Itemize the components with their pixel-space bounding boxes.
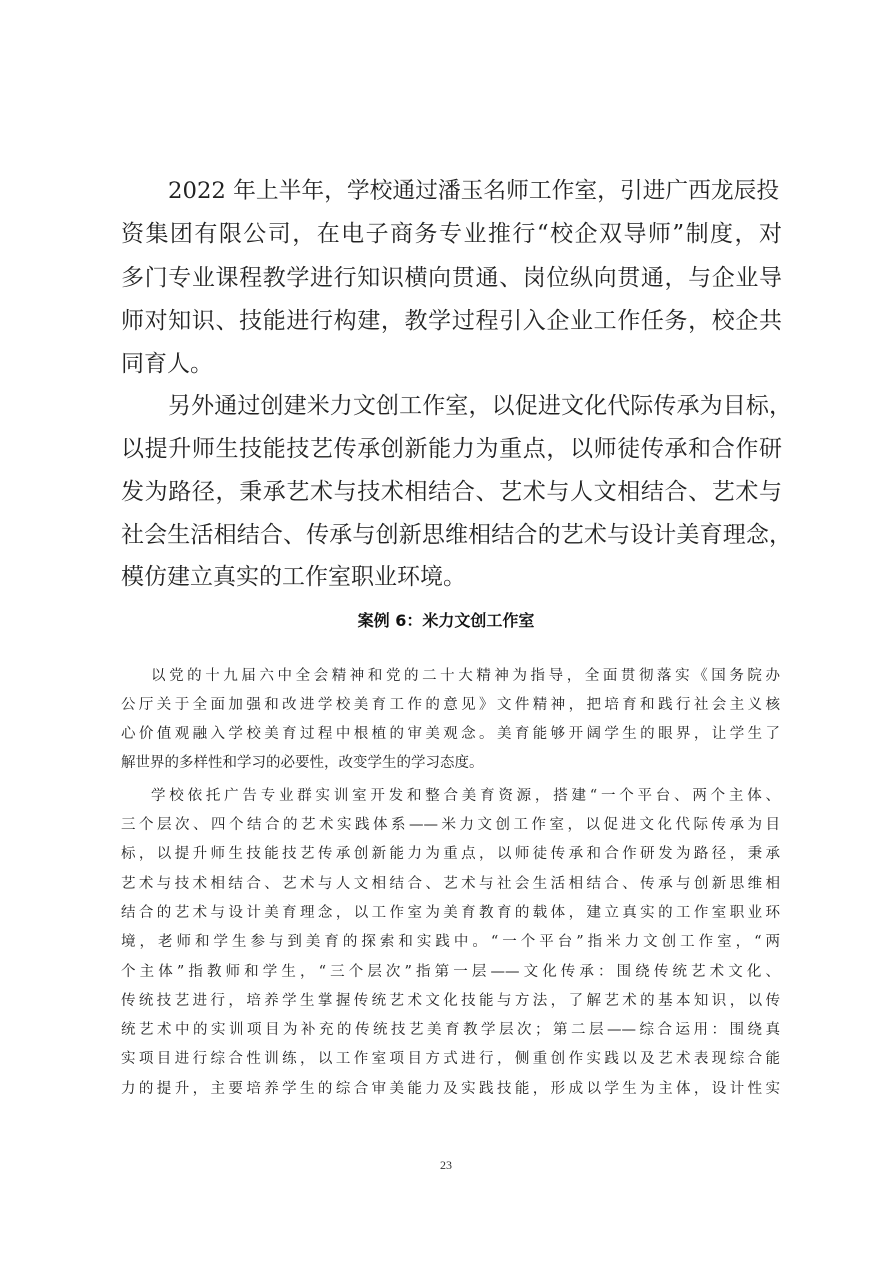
upper-line-1: 2022 年上半年，学校通过潘玉名师工作室，引进广西龙辰投 — [168, 178, 780, 204]
case-heading: 案例 6：米力文创工作室 — [357, 611, 535, 630]
upper-line-7: 以提升师生技能技艺传承创新能力为重点，以师徒传承和合作研 — [121, 436, 782, 462]
lower-line-11: 个主体”指教师和学生，“三个层次”指第一层——文化传承：围绕传统艺术文化、 — [121, 964, 780, 980]
lower-line-13: 统艺术中的实训项目为补充的传统技艺美育教学层次；第二层——综合运用：围绕真 — [121, 1022, 780, 1038]
upper-line-10: 模仿建立真实的工作室职业环境。 — [121, 564, 466, 590]
upper-line-6: 另外通过创建米力文创工作室，以促进文化代际传承为目标， — [168, 393, 792, 419]
lower-line-14: 实项目进行综合性训练，以工作室项目方式进行，侧重创作实践以及艺术表现综合能 — [121, 1051, 780, 1067]
lower-line-3: 心价值观融入学校美育过程中根植的审美观念。美育能够开阔学生的眼界，让学生了 — [121, 726, 780, 742]
page-number: 23 — [440, 1158, 452, 1172]
upper-line-3: 多门专业课程教学进行知识横向贯通、岗位纵向贯通，与企业导 — [121, 265, 782, 291]
upper-line-8: 发为路径，秉承艺术与技术相结合、艺术与人文相结合、艺术与 — [121, 479, 782, 505]
lower-line-8: 艺术与技术相结合、艺术与人文相结合、艺术与社会生活相结合、传承与创新思维相 — [121, 876, 780, 892]
lower-line-10: 境，老师和学生参与到美育的探索和实践中。“一个平台”指米力文创工作室，“两 — [121, 934, 780, 950]
lower-line-1: 以党的十九届六中全会精神和党的二十大精神为指导，全面贯彻落实《国务院办 — [151, 668, 780, 684]
upper-line-4: 师对知识、技能进行构建，教学过程引入企业工作任务，校企共 — [121, 308, 782, 334]
lower-line-15: 力的提升，主要培养学生的综合审美能力及实践技能，形成以学生为主体，设计性实 — [121, 1081, 780, 1097]
lower-line-2: 公厅关于全面加强和改进学校美育工作的意见》文件精神，把培育和践行社会主义核 — [121, 697, 780, 713]
lower-line-4: 解世界的多样性和学习的必要性，改变学生的学习态度。 — [121, 755, 484, 771]
lower-line-7: 标，以提升师生技能技艺传承创新能力为重点，以师徒传承和合作研发为路径，秉承 — [121, 846, 780, 862]
upper-line-2: 资集团有限公司，在电子商务专业推行“校企双导师”制度，对 — [121, 221, 782, 247]
lower-line-6: 三个层次、四个结合的艺术实践体系——米力文创工作室，以促进文化代际传承为目 — [121, 817, 780, 833]
lower-line-5: 学校依托广告专业群实训室开发和整合美育资源，搭建“一个平台、两个主体、 — [151, 788, 780, 804]
upper-line-5: 同育人。 — [121, 351, 213, 377]
upper-line-9: 社会生活相结合、传承与创新思维相结合的艺术与设计美育理念， — [121, 522, 792, 548]
lower-line-12: 传统技艺进行，培养学生掌握传统艺术文化技能与方法，了解艺术的基本知识，以传 — [121, 993, 780, 1009]
lower-line-9: 结合的艺术与设计美育理念，以工作室为美育教育的载体，建立真实的工作室职业环 — [121, 905, 780, 921]
